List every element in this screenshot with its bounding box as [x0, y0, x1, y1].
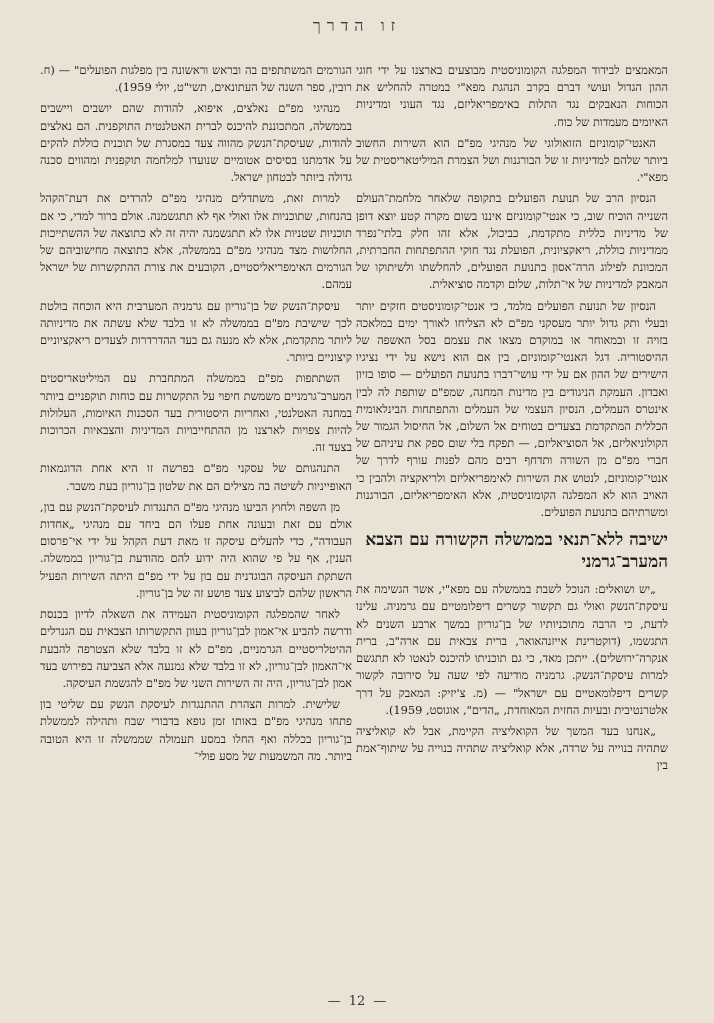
paragraph: „אנחנו בעד המשך של הקואליציה הקיימת, אבל לא קואליציה שתהיה בנוייה על שרדה, אלא קואליציה שתהיה בנוייה על שיתוף־אמת בין — [356, 723, 668, 773]
paragraph: שלישית. למרות הצהרת ההתנגדות לעיסקת הנשק עם שליטי בון פתחו מנהיגי מפ"ם באותו זמן גופא בדבורי שבח ותהילה לממשלת בן־גוריון בכללה ואף החלו במסע תעמולה שממשלה זו היא הטובה ביותר. מה המשמעות של מסע פולי־ — [40, 697, 352, 763]
paragraph: לאחר שהמפלגה הקומוניסטית העמידה את השאלה לדיון בכנסת ודרשה להביע אי־אמון לבן־גוריון בעוון התקשרותו הצבאית עם הגנרלים ההיטלריסטיים הגרמניים, מפ"ם לא זו בלבד שלא הצטרפה להבעת אי־האמון לבן־גוריון, לא זו בלבד שלא נמנעה אלא הצביעה בפירוש בעד אמון לבן־גוריון, היה זה השירות השני של מפ"ם להגשמת העיסקה. — [40, 607, 352, 690]
paragraph: האנטי־קומוניזם הזואולוגי של מנהיגי מפ"ם הוא השירות החשוב ביותר שלהם למדיניות זו של הבורגנות ושל הצמרת המיליטאריסטית של מפא"י. — [356, 135, 668, 185]
paragraph: הנסיון הרב של תנועת הפועלים בתקופה שלאחר מלחמת־העולם השנייה הוכיח שוב, כי אנטי־קומוניזם איננו בשום מקרה קטע יוצא דופן של מדיניות כללית מתקדמת, כביכול, אלא זהו חלק בלתי־נפרד ממדיניות כוללת, ריאקציונית, הפועלת נגד חוקי ההתפתחות החברתית, המכוונת לפילוג הרה־אסון בתנועת הפועלים, להחלשתו ולשיתוקו של המאבק למדיניות של אי־תלות, שלום וקדמה סוציאלית. — [356, 191, 668, 292]
paragraph: למרות זאת, משתדלים מנהיגי מפ"ם להרדים את דעת־הקהל בהנחות, שתוכניות אלו ואולי אף לא תתגשמנה. אולם ברור למדי, כי אם תוכניות שטניות אלו לא תתגשמנה יהיה זה לא כתוצאה של ההשתייכות החלושות מצד מנהיגי מפ"ם בממשלה, אלא כתוצאה מחישוביהם של הגורמים האימפריאליסטיים, הקובעים את צורת ההתקשרות של ישראל עמהם. — [40, 191, 352, 292]
page-number: —12— — [327, 994, 387, 1009]
paragraph: עיסקת־הנשק של בן־גוריון עם גרמניה המערבית היא הוכחה בולטת לכך שישיבת מפ"ם בממשלה לא זו בלבד שלא עשתה את מדיניותה ליותר מתקדמת, אלא לא מנעה גם בעד ההדרדרות לצעדים ריאקציוניים קיצוניים ביותר. — [40, 298, 352, 365]
right-column — [356, 62, 668, 980]
paragraph: „יש ושואלים: הנוכל לשבת בממשלה עם מפא"י, אשר הגשימה את עיסקת־הנשק ואולי גם תקשור קשרים דיפלומטיים עם גרמניה. עלינו לדעת, כי הרבה מתוכניותיו של בן־גוריון במשך ארבע השנים לא התגשמו, (דוקטרינת אייזנהאואר, ברית צבאית עם ארה"ב, ברית אנקרה־ירושלים). ייתכן מאד, כי גם תוכניתו להיכנס לנאטו לא תתגשם למרות עיסקת־הנשק. גרמניה מודיעה לפי שעה על סירובה לקשור קשרים דיפלומאטיים עם ישראל" — (מ. צ'יזיק: המאבק על דרך אלטרנטיבית ובעיות החזית המאוחדת, „הדים", אוגוסט, 1959). — [356, 582, 668, 717]
paragraph: המאמצים לבידוד המפלגה הקומוניסטית מבוצעים בארצנו על ידי חוגי ההון הגדול ועושי דברם בקרב הנהגת מפא"י במטרה להחליש את הכוחות הנאבקים נגד התלות באימפריאליזם, נגד העוני ומדיניות האיומים מעמדות של כוח. — [356, 63, 668, 129]
paragraph: התנהגותם של עסקני מפ"ם בפרשה זו היא אחת הדוגמאות האופייניות לשיטה בה מצילים הם את שלטון בן־גוריון בעת משבר. — [40, 461, 352, 493]
paragraph: מנהיגי מפ"ם נאלצים, איפוא, להודות שהם יושבים ויישבים בממשלה, המתכוננת להיכנס לברית האטלנטית התוקפנית. הם נאלצים להודות, שעיסקת־הנשק מהווה צעד במסגרת של תוכנית כוללת להקים על אדמתנו בסיסים אטומיים שנועדו למלחמה תוקפנית ומהווים סכנה גדולה ביותר לבטחון ישראל. — [40, 101, 352, 185]
paragraph: הגורמים המשתתפים בה ובראש וראשונה בין מפלגות הפועלים" — (ח. רובין, ספר השנה של העתונאים, תשי"ט, יולי 1959). — [40, 63, 352, 95]
section-heading: ישיבה ללא־תנאי בממשלה הקשורה עם הצבא המערב־גרמני — [365, 530, 668, 573]
paragraph: הנסיון של תנועת הפועלים מלמד, כי אנטי־קומוניסטים חזקים יותר ובעלי ותק גדול יותר מעסקני מפ"ם לא הצליחו לאורך ימים במלאכה בזויה זו ובמאוחר או במוקדם מצאו את עצמם בסל האשפה של ההיסטוריה. דגל האנטי־קומוניזם, בין אם הוא נישא על ידי נציגיו הישירים של ההון אם על ידי עושי־דברו בתנועת הפועלים — סופו בזיון ואבדון. העמקת הניגודים בין מדינות המחנה, שמפ"ם שותפת לה לבין אינטרס העמלים, הנסיון העצמי של העמלים והתפתחות הבינלאומית הכללית המתקדמת בצעדים בטוחים אל השלום, אל החיסול הגמור של הקולוניאליזם, אל הסוציאליזם, — תפקח בלי שום ספק את עיניהם של חברי מפ"ם מן השורה ותדחף רבים מהם לפנות עורף לדרך של אנטי־קומוניזם, לנטוש את השירות לאימפריאליזם ולריאקציה ולהבין כי האויב הוא לא המפלגה הקומוניסטית, אלא האימפריאליזם, הבורגנות ומשרתיהם בתנועת הפועלים. — [356, 298, 668, 520]
paragraph: מן השפה ולחוץ הביעו מנהיגי מפ"ם התנגדות לעיסקת־הנשק עם בון, אולם עם זאת ובעונה אחת פעלו הם ביחד עם מנהיגי „אחדות העבודה", כדי להעלים עיסקה זו מאת דעת הקהל על ידי אי־פרסום הענין, אף על פי שהוא היה ידוע להם מהודעת בן־גוריון בממשלה. השתקת העיסקה הבוגדנית עם בון על ידי מפ"ם היתה השירות הפעיל הראשון שלהם לביצוע צעד פושע זה של בן־גוריון. — [40, 499, 352, 600]
running-header: זו הדרך — [312, 16, 402, 35]
paragraph: השתתפות מפ"ם בממשלה המתחברת עם המיליטאריסטים המערב־גרמניים משמשת חיפוי על התקשרות עם כוחות תוקפניים ביותר במחנה האטלנטי, ואחריות היסטורית בעד הסכנות האיומות, העלולות להיות צפויות לארצנו מן ההתחייבויות המדיניות והצבאיות הכרוכות בצעד זה. — [40, 371, 352, 455]
left-column — [40, 62, 352, 980]
page-number-value: 12 — [348, 994, 366, 1009]
